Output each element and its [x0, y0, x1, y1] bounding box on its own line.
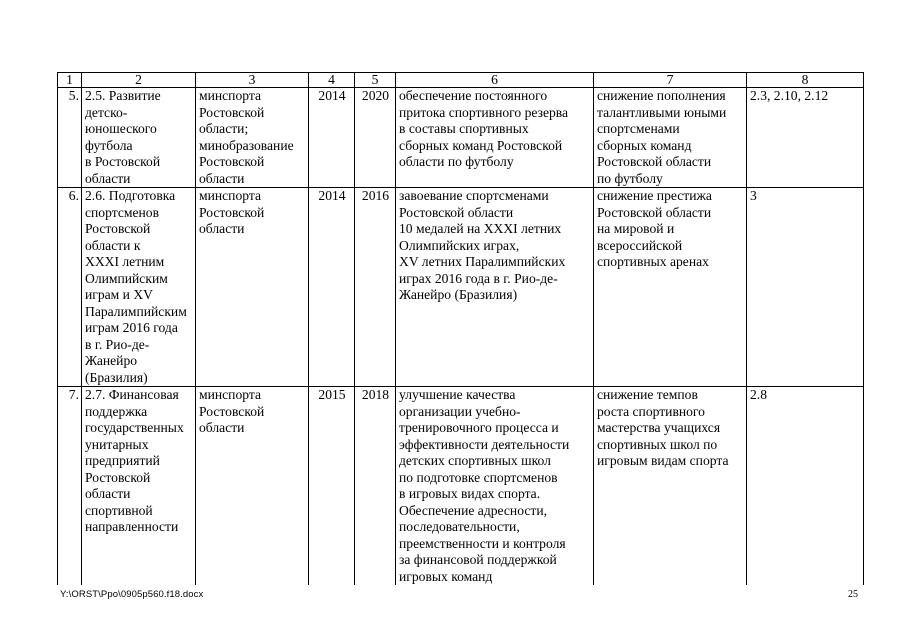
page-number: 25	[848, 589, 858, 600]
non-implementation-consequence: снижение пополнения талантливыми юными спортсменами сборных команд Ростовской области по футболу	[594, 88, 747, 188]
expected-result: обеспечение постоянного притока спортивного резерва в составы спортивных сборных команд Ростовской области по футболу	[396, 88, 594, 188]
header-cell: 6	[396, 73, 594, 88]
row-number: 6.	[58, 188, 82, 387]
end-year: 2018	[355, 387, 396, 586]
header-cell: 1	[58, 73, 82, 88]
executor: минспорта Ростовской области; минобразование Ростовской области	[196, 88, 309, 188]
measure-name: 2.6. Подготовка спортсменов Ростовской области к XXXI летним Олимпийским играм и XV Паралимпийским играм 2016 года в г. Рио-де- Жанейро (Бразилия)	[82, 188, 196, 387]
header-cell: 8	[747, 73, 864, 88]
header-cell: 3	[196, 73, 309, 88]
header-cell: 4	[309, 73, 355, 88]
non-implementation-consequence: снижение престижа Ростовской области на мировой и всероссийской спортивных аренах	[594, 188, 747, 387]
measure-name: 2.5. Развитие детско- юношеского футбола в Ростовской области	[82, 88, 196, 188]
expected-result: улучшение качества организации учебно- тренировочного процесса и эффективности деятельности детских спортивных школ по подготовке спортсменов в игровых видах спорта. Обеспечение адресности, последовательности, преемственности и контроля за финансовой поддержкой игровых команд	[396, 387, 594, 586]
start-year: 2015	[309, 387, 355, 586]
executor: минспорта Ростовской области	[196, 387, 309, 586]
linked-indicators: 2.8	[747, 387, 864, 586]
measures-table	[57, 72, 864, 585]
table-row	[58, 88, 864, 188]
non-implementation-consequence: снижение темпов роста спортивного мастерства учащихся спортивных школ по игровым видам спорта	[594, 387, 747, 586]
start-year: 2014	[309, 88, 355, 188]
header-cell: 5	[355, 73, 396, 88]
linked-indicators: 2.3, 2.10, 2.12	[747, 88, 864, 188]
table-row	[58, 188, 864, 387]
measure-name: 2.7. Финансовая поддержка государственных унитарных предприятий Ростовской области спортивной направленности	[82, 387, 196, 586]
header-cell: 2	[82, 73, 196, 88]
expected-result: завоевание спортсменами Ростовской области 10 медалей на XXXI летних Олимпийских играх, XV летних Паралимпийских играх 2016 года в г. Рио-де- Жанейро (Бразилия)	[396, 188, 594, 387]
footer-file-path: Y:\ORST\Ppo\0905p560.f18.docx	[60, 589, 204, 600]
table-row	[58, 387, 864, 586]
header-cell: 7	[594, 73, 747, 88]
row-number: 5.	[58, 88, 82, 188]
row-number: 7.	[58, 387, 82, 586]
header-row	[58, 73, 864, 88]
executor: минспорта Ростовской области	[196, 188, 309, 387]
start-year: 2014	[309, 188, 355, 387]
end-year: 2020	[355, 88, 396, 188]
linked-indicators: 3	[747, 188, 864, 387]
end-year: 2016	[355, 188, 396, 387]
